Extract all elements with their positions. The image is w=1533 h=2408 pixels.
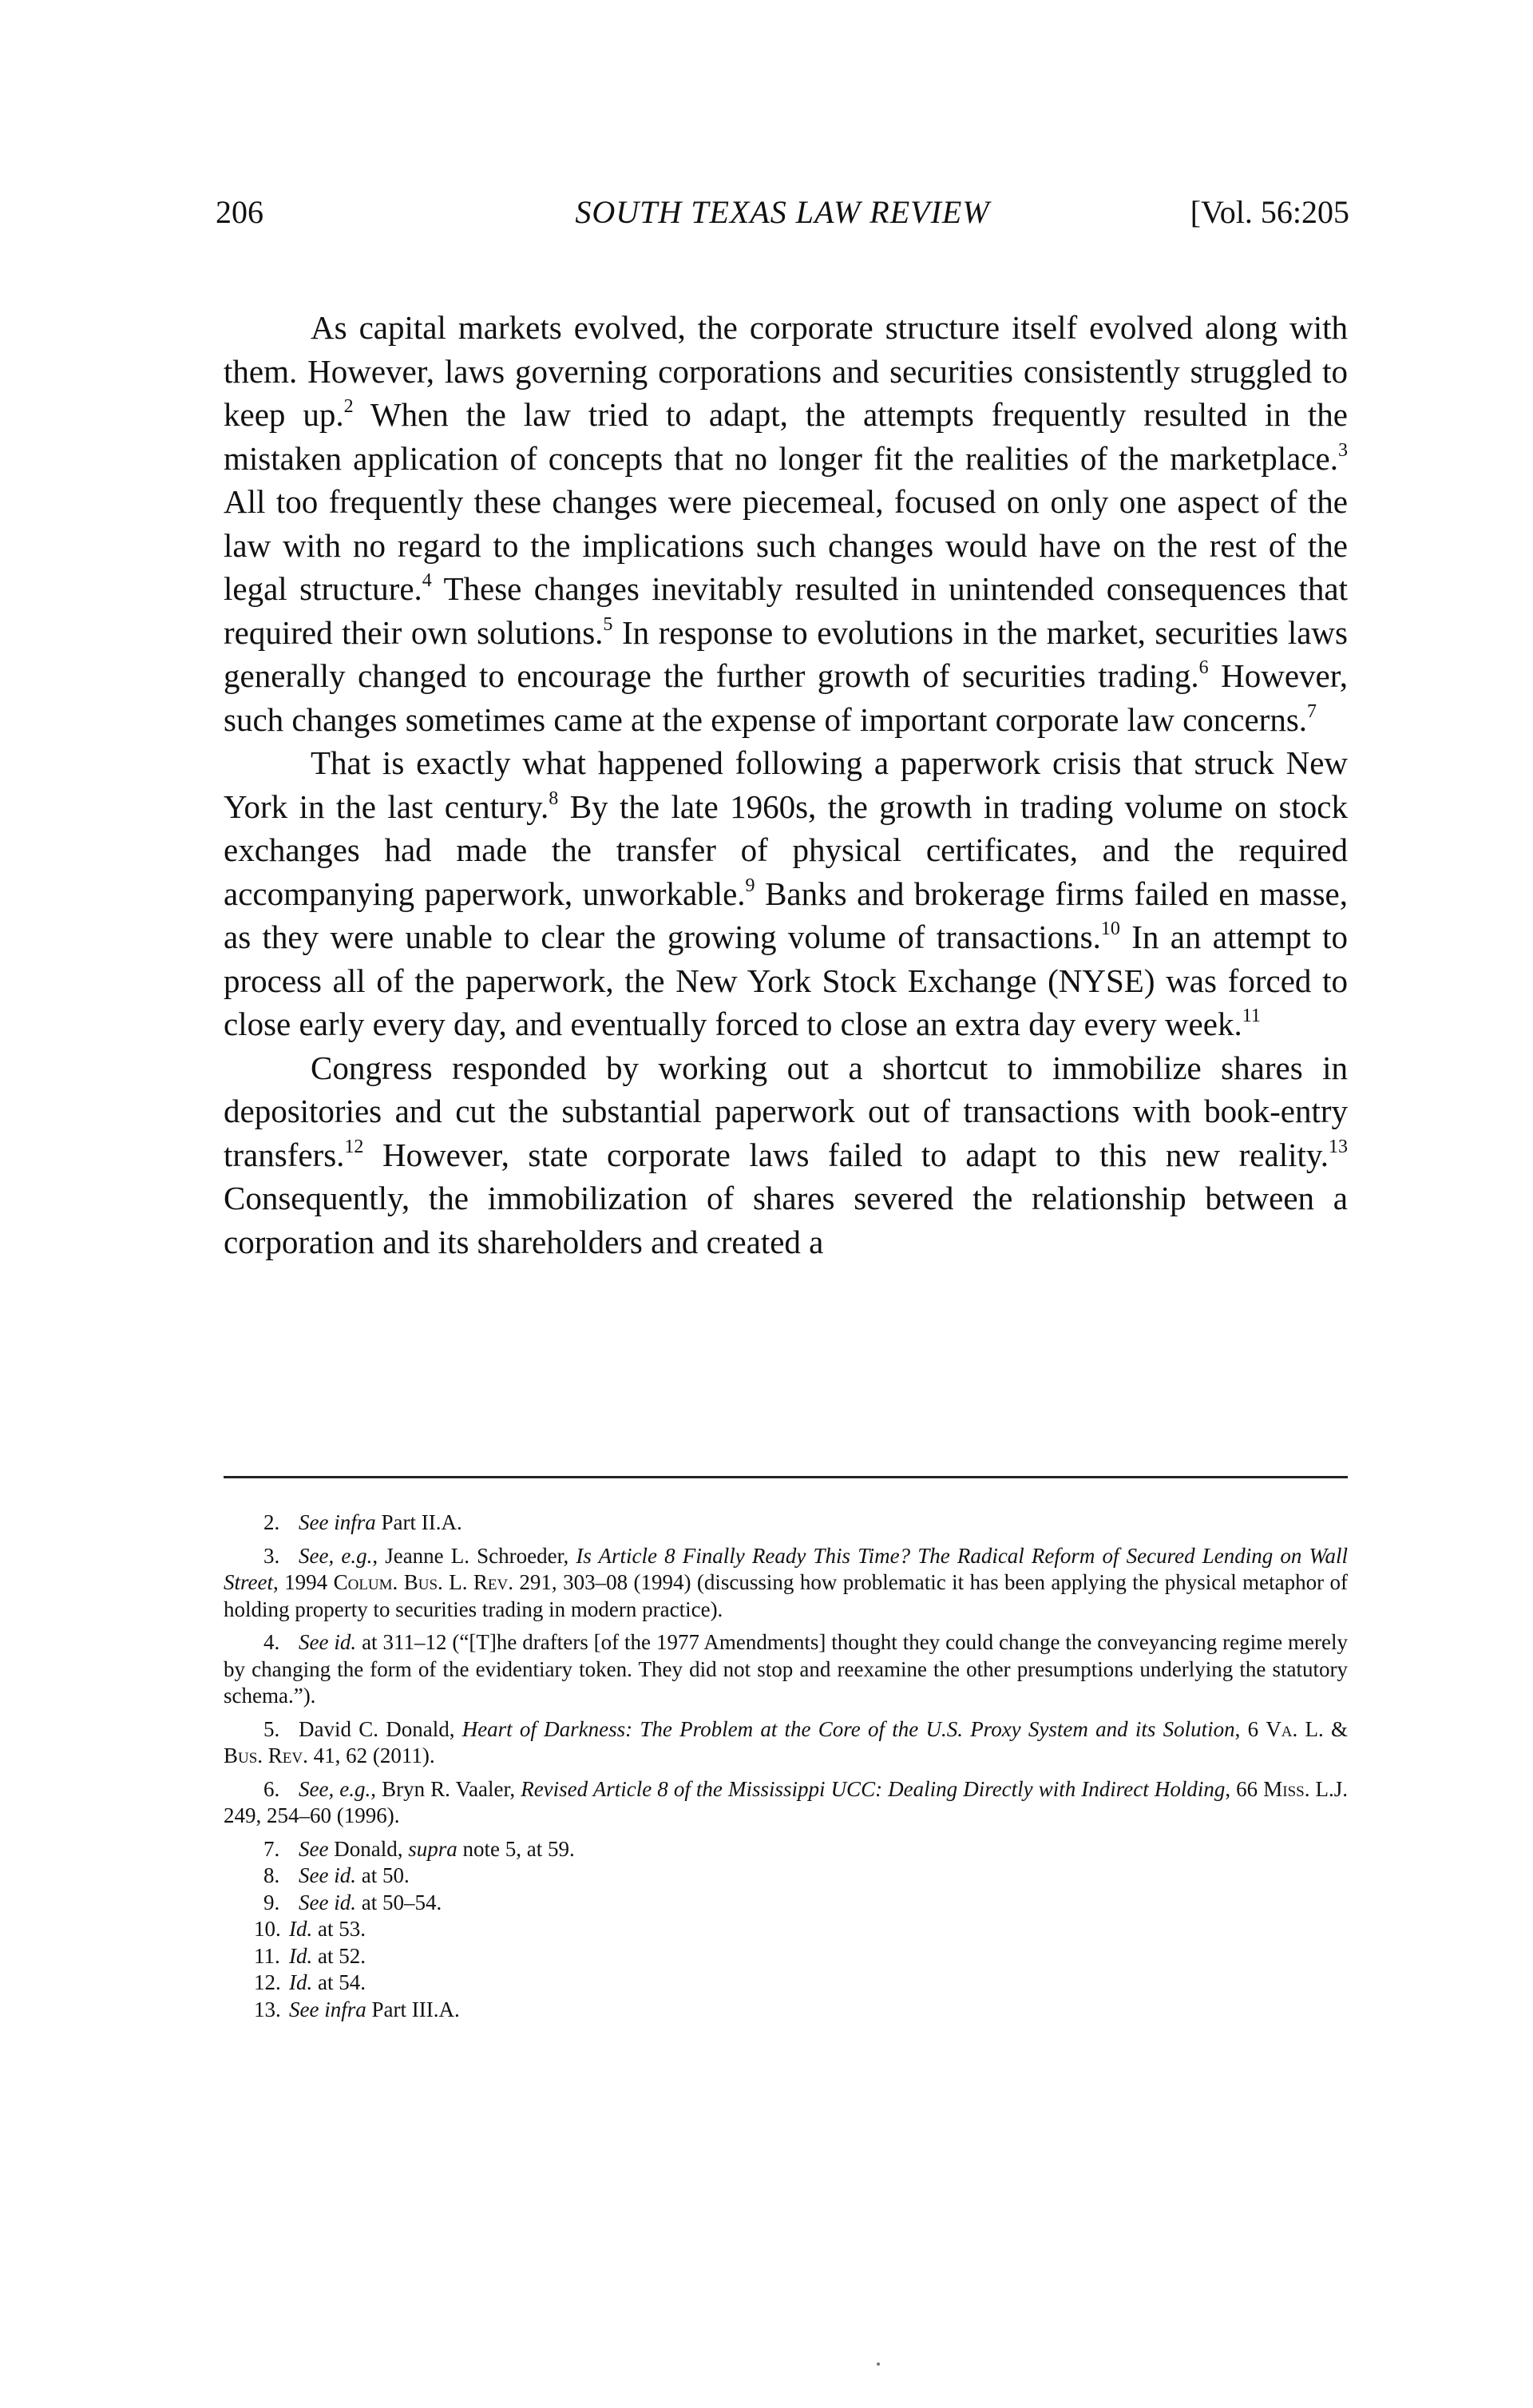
body-text-run: In an attempt to process all of the paperwork, the New York Stock Exchange (NYSE) was forced to close early every day, and eventually forced to close an extra day every week. [224, 918, 1349, 1042]
footnote-text: See, e.g. [299, 1543, 373, 1568]
footnote-ref: 6 [1198, 657, 1209, 679]
footnote [224, 1890, 1348, 1917]
footnote-number: 8. [263, 1863, 280, 1887]
body-text-run: These changes inevitably resulted in unintended consequences that required their own solutions. [224, 570, 1348, 651]
footnote-ref: 3 [1338, 439, 1348, 461]
footnote-number: 7. [263, 1836, 280, 1861]
footnote-ref: 12 [344, 1136, 364, 1157]
footnote [224, 1629, 1348, 1710]
footnote-ref: 13 [1329, 1136, 1348, 1157]
body-text-run: By the late 1960s, the growth in trading volume on stock exchanges had made the transfer of physical certificates, and the required accompanying paperwork, unworkable. [224, 787, 1348, 912]
footnote [224, 1916, 1348, 1943]
footnote-number: 3. [263, 1543, 280, 1568]
journal-title: SOUTH TEXAS LAW REVIEW [575, 194, 990, 230]
footnote-number: 4. [263, 1630, 280, 1654]
footnote [224, 1836, 1348, 1863]
body-text-run: Consequently, the immobilization of shares severed the relationship between a corporation and its shareholders and created a [224, 1180, 1348, 1260]
scan-speck [877, 2362, 880, 2366]
footnote-ref: 9 [745, 875, 755, 896]
footnote-text: David C. Donald, [299, 1716, 462, 1741]
footnote-text: Is Article 8 Finally Ready This Time? The Radical Reform of Secured Lending on Wall Street [224, 1543, 1348, 1594]
footnote-number: 6. [263, 1776, 280, 1801]
footnote-text: at 311–12 (“[T]he drafters [of the 1977 Amendments] thought they could change the conveyancing regime merely by changing the form of the evidentiary token. They did not stop and reexamine the other presumptions underlying the statutory schema.”). [224, 1630, 1348, 1708]
footnote-ref: 7 [1307, 700, 1317, 722]
body-text-run: When the law tried to adapt, the attempts frequently resulted in the mistaken application of concepts that no longer fit the realities of the marketplace. [224, 396, 1348, 477]
footnote [224, 1943, 1348, 1970]
footnote-text: at 54. [312, 1970, 366, 1994]
footnote [224, 1997, 1348, 2024]
footnote [224, 1776, 1348, 1830]
footnote-text: See id. [299, 1890, 356, 1914]
footnote-text: Id. [289, 1917, 313, 1941]
page-number: 206 [216, 194, 263, 230]
footnote-text: , Jeanne L. Schroeder, [372, 1543, 576, 1568]
footnote-text: , 1994 [272, 1570, 334, 1594]
footnote [224, 1970, 1348, 1997]
footnote-text: , 6 [1234, 1716, 1266, 1741]
footnote-text: , 66 [1225, 1776, 1264, 1801]
footnote-ref: 11 [1242, 1006, 1261, 1027]
footnote-number: 13. [254, 1997, 281, 2021]
body-text [224, 306, 1348, 1264]
body-paragraph [224, 1046, 1348, 1264]
footnotes [224, 1509, 1348, 2023]
running-header [216, 188, 1349, 236]
footnote-text: See infra [299, 1510, 376, 1534]
footnote [224, 1716, 1348, 1770]
footnote-text: 249, 254–60 (1996). [224, 1803, 400, 1827]
footnote-number: 12. [254, 1970, 281, 1994]
footnote-text: at 52. [312, 1943, 366, 1968]
footnote-text: See [299, 1836, 329, 1861]
footnote-text: note 5, at 59. [457, 1836, 575, 1861]
footnote-text: Va. L. & Bus. Rev. [224, 1716, 1348, 1767]
footnote-text: See, e.g. [299, 1776, 371, 1801]
footnote-text: Miss. L.J. [1263, 1776, 1349, 1801]
volume-citation: [Vol. 56:205 [1190, 194, 1349, 230]
body-text-run: However, such changes sometimes came at the expense of important corporate law concerns. [224, 657, 1348, 738]
footnote-text: Colum. Bus. L. Rev. [333, 1570, 513, 1594]
footnote-number: 2. [263, 1510, 280, 1534]
footnote [224, 1509, 1348, 1537]
footnote-text: supra [408, 1836, 458, 1861]
footnote-text: Heart of Darkness: The Problem at the Core of the U.S. Proxy System and its Solution [461, 1716, 1235, 1741]
footnote-text: Donald, [328, 1836, 409, 1861]
footnote-text: See id. [299, 1630, 357, 1654]
footnote-ref: 10 [1100, 918, 1120, 940]
body-text-run: Banks and brokerage firms failed en masse, as they were unable to clear the growing volume of transactions. [224, 875, 1348, 955]
footnote [224, 1543, 1348, 1624]
body-text-run: In response to evolutions in the market, securities laws generally changed to encourage the further growth of securities trading. [224, 613, 1348, 694]
footnote-text: at 53. [312, 1917, 366, 1941]
footnote-ref: 5 [603, 613, 613, 635]
footnote-text: at 50. [355, 1863, 410, 1887]
body-paragraph [224, 741, 1348, 1046]
footnote-divider [224, 1476, 1348, 1478]
footnote-ref: 2 [343, 396, 354, 418]
footnote-text: Revised Article 8 of the Mississippi UCC: Dealing Directly with Indirect Holding [521, 1776, 1226, 1801]
body-paragraph [224, 306, 1348, 741]
footnote-text: 291, 303–08 (1994) (discussing how problematic it has been applying the physical metaphor of holding property to securities trading in modern practice). [224, 1570, 1349, 1621]
footnote-text: at 50–54. [355, 1890, 442, 1914]
footnote-text: , Bryn R. Vaaler, [370, 1776, 521, 1801]
body-text-run: As capital markets evolved, the corporate structure itself evolved along with them. However, laws governing corporations and securities consistently struggled to keep up. [224, 309, 1348, 433]
footnote-text: Id. [289, 1970, 313, 1994]
footnote-ref: 4 [422, 570, 432, 592]
footnote-text: Part III.A. [366, 1997, 460, 2021]
footnote-number: 11. [254, 1943, 280, 1968]
footnote-ref: 8 [549, 787, 559, 809]
body-text-run: Congress responded by working out a shortcut to immobilize shares in depositories and cut the substantial paperwork out of transactions with book-entry transfers. [224, 1049, 1348, 1173]
body-text-run: That is exactly what happened following a paperwork crisis that struck New York in the last century. [224, 744, 1348, 825]
footnote-text: See infra [289, 1997, 366, 2021]
body-text-run: However, state corporate laws failed to adapt to this new reality. [363, 1136, 1329, 1173]
footnote-text: Id. [289, 1943, 313, 1968]
footnote-text: See id. [299, 1863, 356, 1887]
footnote-number: 9. [263, 1890, 280, 1914]
footnote [224, 1863, 1348, 1890]
footnote-text: Part II.A. [375, 1510, 462, 1534]
body-text-run: All too frequently these changes were piecemeal, focused on only one aspect of the law with no regard to the implications such changes would have on the rest of the legal structure. [224, 483, 1348, 607]
footnote-number: 5. [263, 1716, 280, 1741]
footnote-text: 41, 62 (2011). [307, 1744, 435, 1767]
footnote-number: 10. [254, 1917, 281, 1941]
